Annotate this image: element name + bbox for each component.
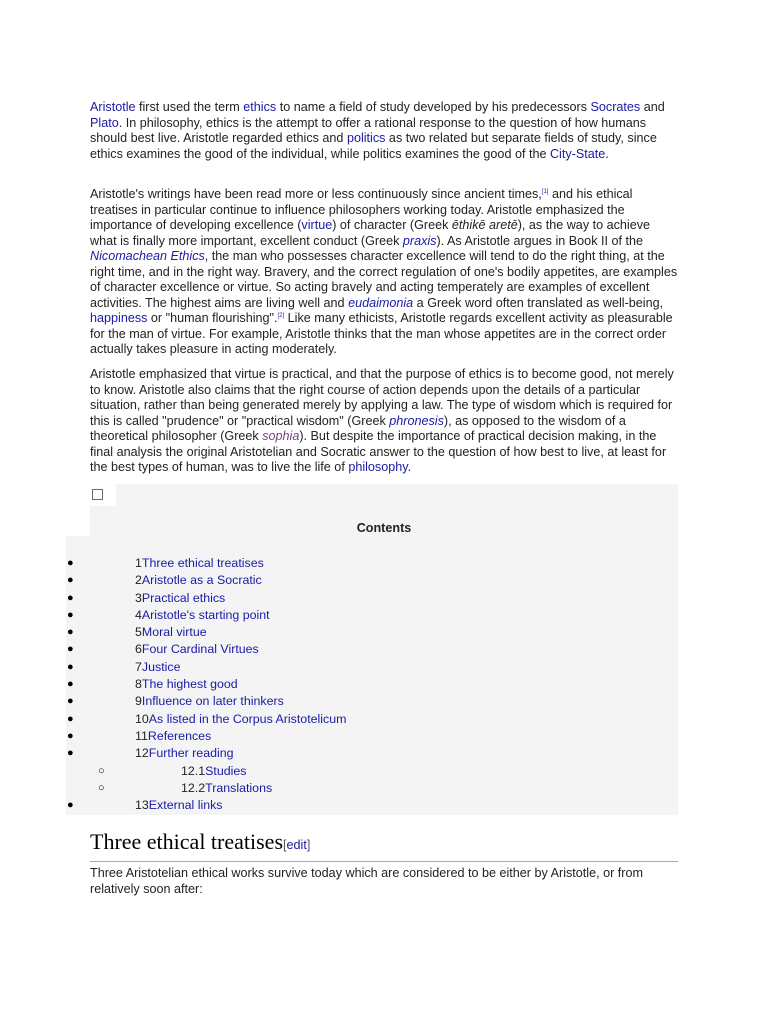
toc-number: 1 [135,556,142,570]
toc-link[interactable]: Justice [141,659,181,674]
toc-number: 7 [135,659,142,674]
text: and his ethical treatises in particular continue to influence philosophers working today. Aristotle emphasized the importance of developing excellence ( [90,187,633,232]
toc-entry[interactable] [135,556,264,571]
circle-bullet-icon: ○ [98,781,105,794]
link-plato[interactable]: Plato [90,115,119,130]
text: ). As Aristotle argues in Book II of the [436,233,643,248]
text: ), as opposed to the wisdom of a theoretical philosopher (Greek [90,413,626,443]
toc-entry[interactable] [135,694,284,709]
toc-number: 10 [135,711,149,726]
toc-toggle[interactable] [90,484,116,506]
bullet-icon: ● [67,729,74,742]
section-heading [90,828,678,862]
edit-bracket-open: [ [283,838,287,852]
toc-number: 6 [135,642,142,657]
text: Aristotle emphasized that virtue is practical, and that the purpose of ethics is to become good, not merely to know. Aristotle also claims that the right course of action depends upon the details of a particular situation, rather than being generated merely by applying a law. The type of wisdom which is required for this is called "prudence" or "practical wisdom" (Greek [90,367,674,428]
toc-number: 8 [135,677,142,692]
bullet-icon: ● [67,678,74,691]
link-socrates[interactable]: Socrates [590,100,641,114]
toc-item[interactable] [0,746,768,763]
edit-section-link[interactable] [283,838,310,852]
toc-entry[interactable] [135,677,238,692]
toc-item[interactable] [0,660,768,677]
toc-entry[interactable] [135,608,270,623]
toc-entry[interactable] [135,729,211,744]
toc-entry[interactable] [135,573,262,588]
bullet-icon: ● [67,660,74,673]
toc-item[interactable] [0,556,768,573]
text: . In philosophy, ethics is the attempt to offer a rational response to the question of how humans should best live. Aristotle regarded ethics and [90,115,647,145]
link-eudaimonia[interactable]: eudaimonia [348,295,414,310]
toc-link[interactable]: Further reading [148,746,234,761]
toc-link[interactable]: Studies [205,763,247,778]
text: ). But despite the importance of practical decision making, in the final analysis the original Aristotelian and Socratic answer to the question of how best to live, at least for the best types of human, was to live the life of [90,429,667,474]
bullet-icon: ● [67,799,74,812]
toc-subitem[interactable] [0,764,768,781]
reference-1[interactable]: [1] [541,189,549,195]
toc-number: 12 [135,746,149,761]
text: first used the term [135,100,244,114]
circle-bullet-icon: ○ [98,764,105,777]
text: ) of character (Greek [332,218,452,232]
toc-entry[interactable] [135,660,180,675]
toc-link[interactable]: Aristotle's starting point [141,607,270,622]
text: Aristotle's writings have been read more or less continuously since ancient times, [90,187,542,201]
toc-link[interactable]: Translations [205,780,273,795]
toc-subitem[interactable] [0,781,768,798]
section-heading-text: Three ethical treatises [90,829,284,854]
bullet-icon: ● [67,643,74,656]
text: ), as the way to achieve what is finally more important, excellent conduct (Greek [90,218,651,248]
link-phronesis[interactable]: phronesis [389,413,444,428]
edit-link[interactable]: edit [286,838,307,852]
edit-bracket-close: ] [306,838,311,852]
toc-title: Contents [356,521,412,535]
toc-link[interactable]: Four Cardinal Virtues [141,642,259,657]
toc-entry[interactable] [135,591,225,606]
bullet-icon: ● [67,591,74,604]
toc-link[interactable]: Aristotle as a Socratic [141,573,262,588]
section-body: Three Aristotelian ethical works survive today which are considered to be either by Aristotle, or from relatively soon after: [90,866,643,896]
toc-number: 4 [135,607,142,622]
reference-2[interactable]: [2] [277,313,285,319]
text: and [640,100,665,114]
toc-number: 12.1 [181,763,206,778]
paragraph-practical [90,367,680,476]
text: to name a field of study developed by his predecessors [276,100,591,114]
toc-item[interactable] [0,573,768,590]
toc-link[interactable]: External links [148,798,223,813]
text: Like many ethicists, Aristotle regards excellent activity as pleasurable for the man of virtue. For example, Aristotle thinks that the man whose appetites are in the correct order actually takes pleasure in acting moderately. [90,311,673,356]
toc-entry[interactable] [135,798,222,813]
bullet-icon: ● [67,574,74,587]
toc-item[interactable] [0,591,768,608]
toc-item[interactable] [0,608,768,625]
toc-link[interactable]: Practical ethics [141,590,226,605]
link-sophia[interactable]: sophia [262,429,300,443]
bullet-icon: ● [67,695,74,708]
toc-number: 2 [135,573,142,588]
link-happiness[interactable]: happiness [90,311,148,325]
toc-entry[interactable] [135,625,207,640]
link-ethics[interactable]: ethics [243,100,277,114]
toc-link[interactable]: As listed in the Corpus Aristotelicum [148,711,347,726]
toc-number: 12.2 [181,780,206,795]
paragraph-intro [90,100,680,162]
bullet-icon: ● [67,712,74,725]
toc-entry[interactable] [135,642,259,657]
toc-number: 3 [135,590,142,605]
toc-item[interactable] [0,798,768,815]
checkbox-icon[interactable] [92,489,103,500]
toc-number: 9 [135,694,142,709]
toc-entry[interactable] [181,764,246,779]
link-politics[interactable]: politics [346,131,386,145]
toc-number: 5 [135,625,142,640]
link-praxis[interactable]: praxis [402,233,437,248]
text: , the man who possesses character excellence will tend to do the right thing, at the right time, and in the right way. Bravery, and the correct regulation of one's bodily appetites, are examples of character excellence or virtue. So acting bravely and acting temperately are examples of excellent activities. The highest aims are living well and [90,249,678,310]
toc-link[interactable]: The highest good [141,677,238,692]
paragraph-writings [90,187,680,358]
toc-link[interactable]: References [147,728,212,743]
bullet-icon: ● [67,626,74,639]
toc-item[interactable] [0,729,768,746]
toc-item[interactable] [0,694,768,711]
text: . [605,146,609,161]
text: a Greek word often translated as well-being, [413,295,664,310]
link-nicomachean-ethics[interactable]: Nicomachean Ethics [90,249,205,263]
toc-link[interactable]: Three ethical treatises [141,556,264,570]
toc-entry[interactable] [135,712,346,727]
text: or "human flourishing". [147,311,278,325]
toc-item[interactable] [0,677,768,694]
toc-item[interactable] [0,712,768,729]
bullet-icon: ● [67,608,74,621]
toc-link[interactable]: Influence on later thinkers [141,694,284,709]
bullet-icon: ● [67,747,74,760]
toc-number: 11 [135,728,148,743]
link-city-state[interactable]: City-State [549,146,606,161]
greek-term: ēthikē aretē [451,218,518,232]
text: as two related but separate fields of study, since ethics examines the good of the individual, while politics examines the good of the [90,131,657,161]
text: . [407,460,412,474]
toc-item[interactable] [0,642,768,659]
toc-entry[interactable] [181,781,272,796]
toc-list [0,556,768,815]
toc-number: 13 [135,798,149,813]
toc-link[interactable]: Moral virtue [141,625,207,640]
toc-item[interactable] [0,625,768,642]
link-virtue[interactable]: virtue [301,218,333,232]
bullet-icon: ● [67,557,74,569]
toc-entry[interactable] [135,746,234,761]
link-philosophy[interactable]: philosophy [348,460,408,474]
link-aristotle[interactable]: Aristotle [90,100,136,114]
